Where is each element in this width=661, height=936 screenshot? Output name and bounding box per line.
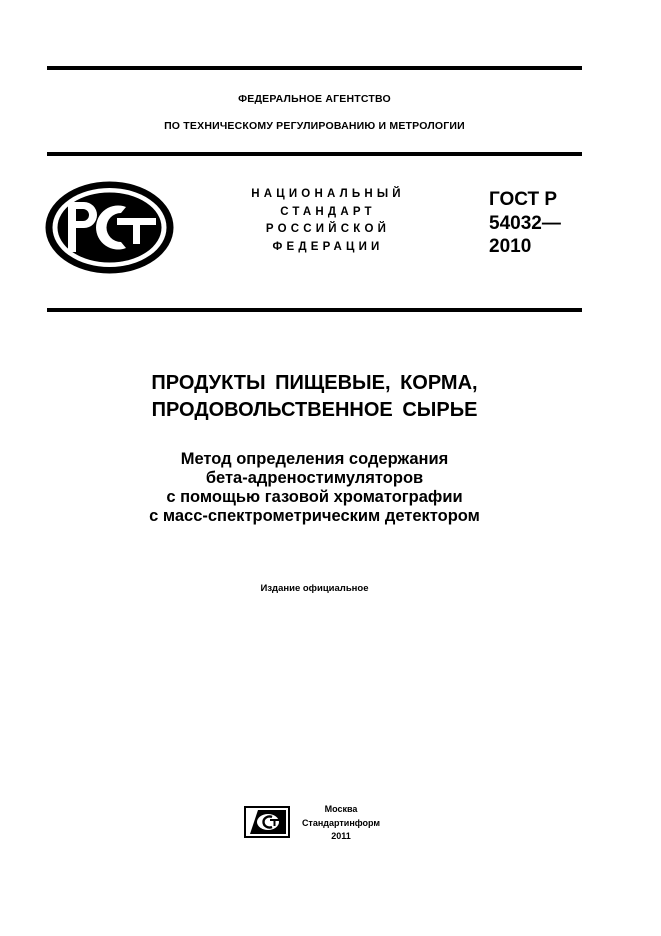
national-standard-line: РОССИЙСКОЙ bbox=[265, 223, 391, 235]
title-line: ПРОДОВОЛЬСТВЕННОЕ СЫРЬЕ bbox=[151, 399, 478, 421]
publisher-city: Москва bbox=[324, 804, 358, 814]
agency-name-line-1: ФЕДЕРАЛЬНОЕ АГЕНТСТВО bbox=[238, 93, 391, 105]
standard-designation bbox=[489, 188, 561, 259]
designation-line: ГОСТ Р bbox=[489, 189, 558, 210]
designation-line: 2010 bbox=[489, 236, 532, 257]
national-standard-line: НАЦИОНАЛЬНЫЙ bbox=[251, 188, 405, 200]
standartinform-logo-icon bbox=[244, 806, 290, 838]
header-rule bbox=[47, 152, 582, 156]
national-standard-line: ФЕДЕРАЦИИ bbox=[272, 240, 384, 253]
subtitle-line: бета-адреностимуляторов bbox=[205, 469, 424, 487]
top-rule bbox=[47, 66, 582, 70]
document-title bbox=[47, 370, 582, 424]
national-standard-label bbox=[238, 186, 418, 256]
rst-emblem-icon bbox=[44, 180, 175, 275]
subtitle-line: с масс-спектрометрическим детектором bbox=[149, 507, 480, 525]
national-standard-line: СТАНДАРТ bbox=[280, 205, 376, 218]
edition-label: Издание официальное bbox=[260, 583, 369, 594]
agency-name-line-2: ПО ТЕХНИЧЕСКОМУ РЕГУЛИРОВАНИЮ И МЕТРОЛОГИИ bbox=[164, 120, 465, 132]
subtitle-line: Метод определения содержания bbox=[180, 450, 449, 468]
publisher-info bbox=[296, 803, 386, 844]
subtitle-line: с помощью газовой хроматографии bbox=[166, 488, 463, 506]
designation-line: 54032— bbox=[489, 212, 561, 234]
section-rule bbox=[47, 308, 582, 312]
document-subtitle bbox=[47, 450, 582, 526]
publication-year: 2011 bbox=[331, 831, 351, 841]
publisher-name: Стандартинформ bbox=[301, 817, 381, 828]
title-line: ПРОДУКТЫ ПИЩЕВЫЕ, КОРМА, bbox=[151, 372, 478, 394]
